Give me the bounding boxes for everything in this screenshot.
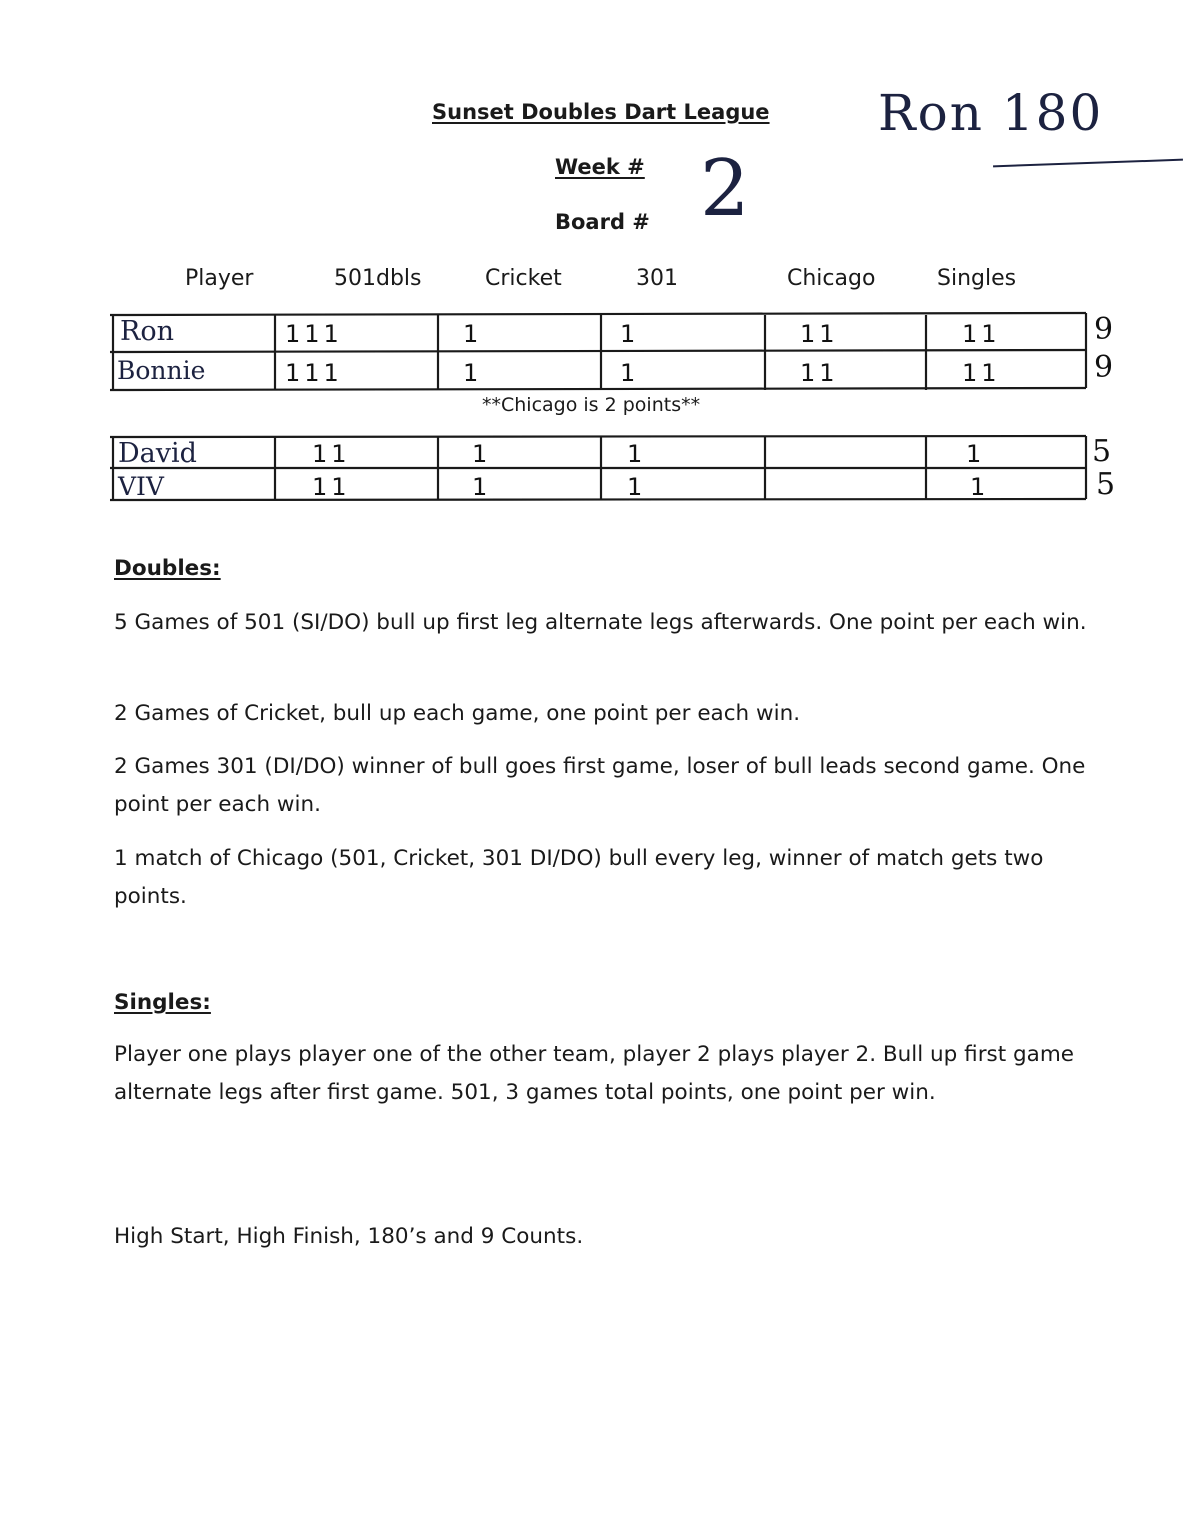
- tally-chicago: 11: [800, 359, 839, 387]
- player-name: David: [118, 438, 197, 469]
- team2-row-2: [0, 468, 1200, 500]
- tally-301: 1: [620, 359, 640, 387]
- tally-singles: 11: [962, 320, 1001, 348]
- league-title: Sunset Doubles Dart League: [432, 100, 770, 124]
- board-label: Board #: [555, 210, 650, 234]
- tally-singles: 1: [970, 473, 990, 501]
- tally-singles: 1: [966, 440, 986, 468]
- rule-chicago: 1 match of Chicago (501, Cricket, 301 DI/DO) bull every leg, winner of match gets two points.: [114, 846, 1044, 909]
- rule-501: 5 Games of 501 (SI/DO) bull up first leg alternate legs afterwards. One point per each win.: [114, 610, 1087, 635]
- tally-501dbls: 111: [285, 320, 343, 348]
- col-cricket: Cricket: [485, 266, 562, 291]
- tally-501dbls: 11: [312, 473, 351, 501]
- tally-501dbls: 111: [285, 359, 343, 387]
- handwritten-note: Ron 180: [878, 84, 1104, 142]
- tally-cricket: 1: [463, 320, 483, 348]
- player-total: 9: [1094, 350, 1114, 385]
- player-name: Bonnie: [117, 356, 206, 385]
- tally-301: 1: [627, 473, 647, 501]
- chicago-points-note: **Chicago is 2 points**: [482, 394, 701, 416]
- col-chicago: Chicago: [787, 266, 876, 291]
- footer-note: High Start, High Finish, 180’s and 9 Counts.: [114, 1224, 584, 1249]
- col-501dbls: 501dbls: [334, 266, 422, 291]
- team1-row-2: [0, 351, 1200, 389]
- player-total: 5: [1092, 434, 1112, 469]
- singles-rule: Player one plays player one of the other team, player 2 plays player 2. Bull up first game alternate legs after first game. 501, 3 games total points, one point per win.: [114, 1042, 1074, 1105]
- player-total: 9: [1094, 312, 1114, 347]
- rule-cricket: 2 Games of Cricket, bull up each game, one point per each win.: [114, 701, 801, 726]
- col-301: 301: [636, 266, 678, 291]
- tally-chicago: 11: [800, 320, 839, 348]
- doubles-heading: Doubles:: [114, 556, 221, 581]
- tally-cricket: 1: [472, 440, 492, 468]
- tally-singles: 11: [962, 359, 1001, 387]
- player-name: Ron: [120, 316, 174, 347]
- week-number-handwritten: 2: [700, 144, 750, 234]
- rule-301: 2 Games 301 (DI/DO) winner of bull goes first game, loser of bull leads second game. One point per each win.: [114, 754, 1086, 817]
- tally-501dbls: 11: [312, 440, 351, 468]
- player-total: 5: [1096, 467, 1116, 502]
- tally-cricket: 1: [472, 473, 492, 501]
- singles-heading: Singles:: [114, 990, 211, 1015]
- col-player: Player: [185, 266, 254, 291]
- tally-301: 1: [627, 440, 647, 468]
- tally-cricket: 1: [463, 359, 483, 387]
- team2-row-1: [0, 434, 1200, 469]
- team1-row-1: [0, 313, 1200, 351]
- col-singles: Singles: [937, 266, 1017, 291]
- player-name: VIV: [118, 472, 164, 501]
- tally-301: 1: [620, 320, 640, 348]
- week-label: Week #: [555, 155, 645, 179]
